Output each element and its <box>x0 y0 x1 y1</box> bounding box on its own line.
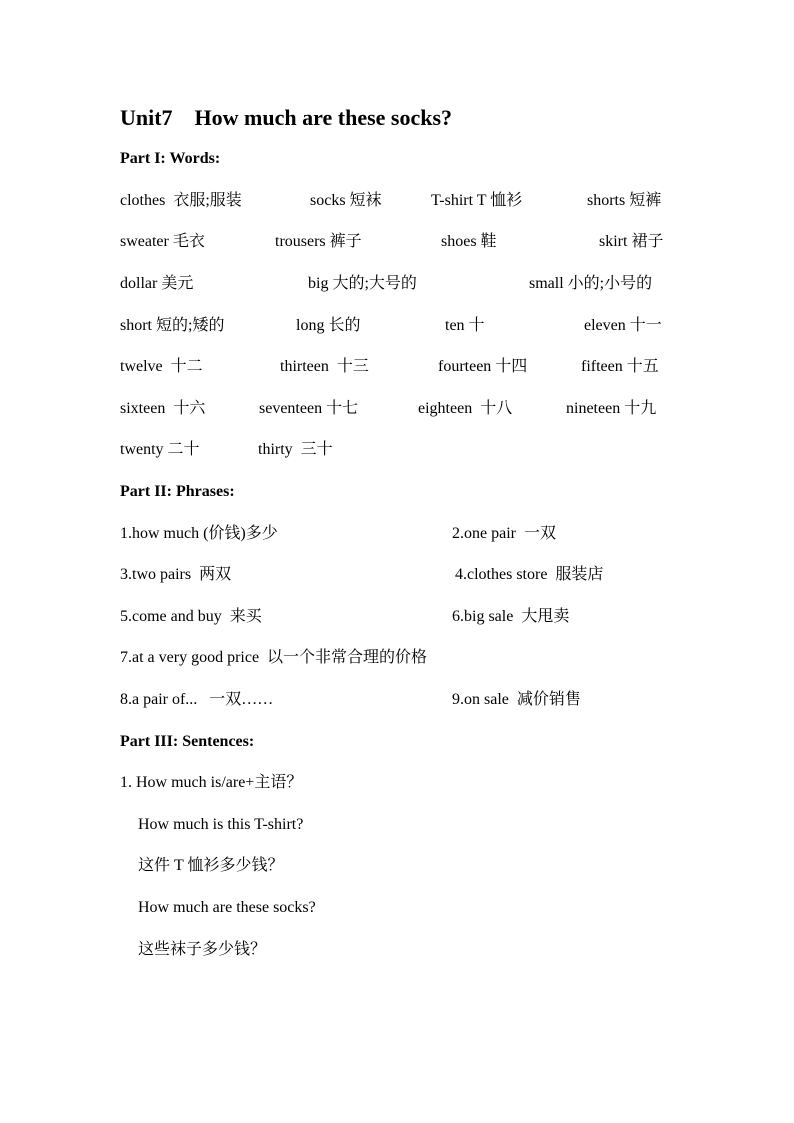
example-translation: 这些袜子多少钱？ <box>138 941 267 958</box>
word-item: trousers 裤子 <box>275 233 362 250</box>
phrase-item: 7.at a very good price 以一个非常合理的价格 <box>120 649 428 666</box>
example-sentence: How much is this T-shirt? <box>138 816 304 833</box>
example-translation: 这件 T 恤衫多少钱？ <box>138 857 284 874</box>
word-item: sweater 毛衣 <box>120 233 205 250</box>
word-item: ten 十 <box>445 317 485 334</box>
phrase-item: 5.come and buy 来买 <box>120 608 262 625</box>
word-item: fourteen 十四 <box>438 358 528 375</box>
word-item: shorts 短裤 <box>587 192 662 209</box>
word-item: clothes 衣服;服装 <box>120 192 242 209</box>
word-item: seventeen 十七 <box>259 400 359 417</box>
word-item: twelve 十二 <box>120 358 203 375</box>
phrase-item: 8.a pair of... 一双…… <box>120 691 274 708</box>
word-item: nineteen 十九 <box>566 400 657 417</box>
word-item: socks 短袜 <box>310 192 382 209</box>
part1-heading: Part I: Words: <box>120 150 221 167</box>
word-item: fifteen 十五 <box>581 358 659 375</box>
word-item: sixteen 十六 <box>120 400 206 417</box>
word-item: skirt 裙子 <box>599 233 664 250</box>
word-item: big 大的;大号的 <box>308 275 417 292</box>
phrase-item: 4.clothes store 服装店 <box>455 566 604 583</box>
part3-heading: Part III: Sentences: <box>120 733 255 750</box>
word-item: small 小的;小号的 <box>529 275 653 292</box>
phrase-item: 9.on sale 减价销售 <box>452 691 581 708</box>
word-item: short 短的;矮的 <box>120 317 225 334</box>
word-item: T-shirt T 恤衫 <box>431 192 523 209</box>
part2-heading: Part II: Phrases: <box>120 483 235 500</box>
word-item: eighteen 十八 <box>418 400 513 417</box>
word-item: shoes 鞋 <box>441 233 497 250</box>
word-item: thirteen 十三 <box>280 358 369 375</box>
phrase-item: 3.two pairs 两双 <box>120 566 232 583</box>
example-sentence: How much are these socks? <box>138 899 316 916</box>
phrase-item: 6.big sale 大甩卖 <box>452 608 570 625</box>
word-item: dollar 美元 <box>120 275 194 292</box>
sentence-pattern: 1. How much is/are+主语？ <box>120 774 303 791</box>
page-title: Unit7 How much are these socks? <box>120 105 453 130</box>
word-item: thirty 三十 <box>258 441 333 458</box>
word-item: long 长的 <box>296 317 361 334</box>
word-item: twenty 二十 <box>120 441 200 458</box>
phrase-item: 1.how much (价钱)多少 <box>120 525 278 542</box>
phrase-item: 2.one pair 一双 <box>452 525 556 542</box>
word-item: eleven 十一 <box>584 317 662 334</box>
